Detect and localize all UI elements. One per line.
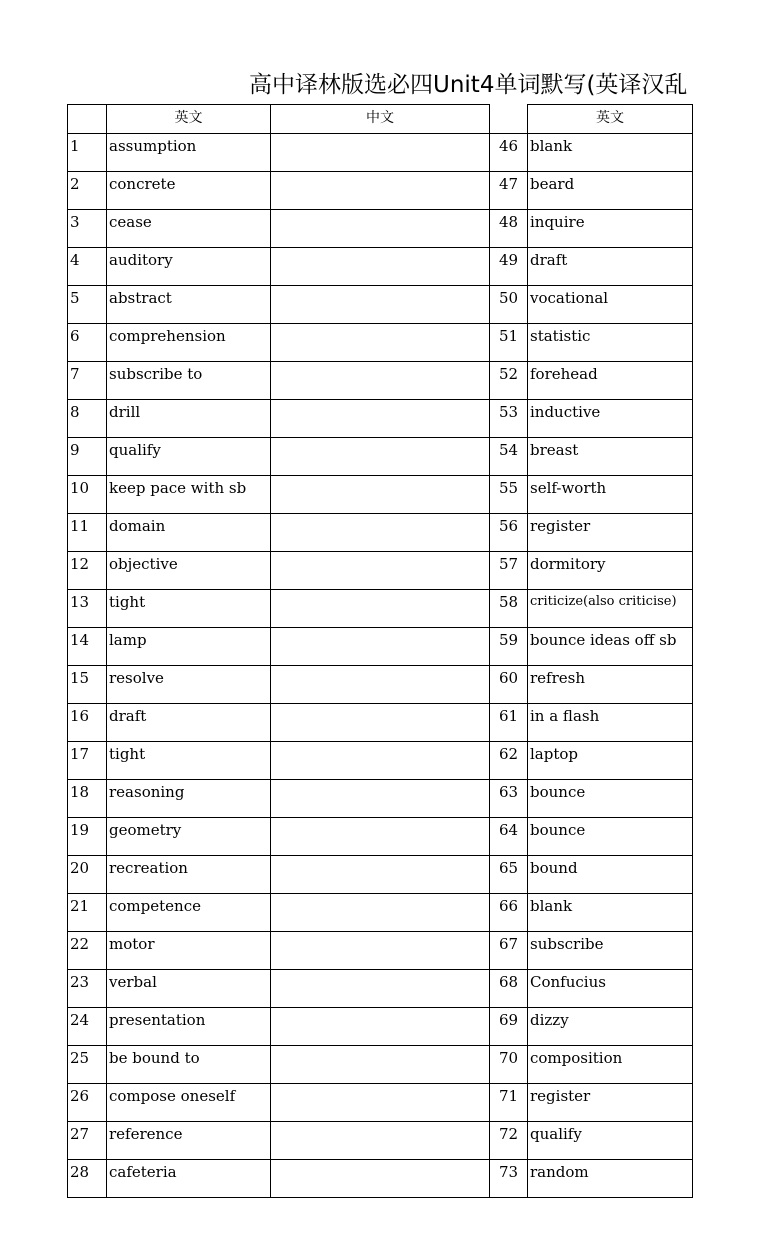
row-number-2: 58 [490, 590, 528, 628]
row-number-2: 56 [490, 514, 528, 552]
english-word: be bound to [107, 1046, 271, 1084]
row-number: 19 [68, 818, 107, 856]
english-word: objective [107, 552, 271, 590]
table-row [68, 438, 693, 476]
chinese-answer-cell[interactable] [271, 628, 490, 666]
row-number: 25 [68, 1046, 107, 1084]
english-word-2: Confucius [528, 970, 693, 1008]
english-word: presentation [107, 1008, 271, 1046]
row-number-2: 47 [490, 172, 528, 210]
english-word-2: inquire [528, 210, 693, 248]
row-number: 1 [68, 134, 107, 172]
chinese-answer-cell[interactable] [271, 970, 490, 1008]
row-number-2: 54 [490, 438, 528, 476]
english-word-2: subscribe [528, 932, 693, 970]
table-row [68, 1122, 693, 1160]
row-number-2: 49 [490, 248, 528, 286]
row-number: 12 [68, 552, 107, 590]
english-word: concrete [107, 172, 271, 210]
row-number: 2 [68, 172, 107, 210]
row-number: 18 [68, 780, 107, 818]
english-word: recreation [107, 856, 271, 894]
row-number-2: 61 [490, 704, 528, 742]
table-row [68, 362, 693, 400]
row-number: 13 [68, 590, 107, 628]
table-row [68, 134, 693, 172]
english-word-2: register [528, 514, 693, 552]
english-word: keep pace with sb [107, 476, 271, 514]
english-word: tight [107, 590, 271, 628]
table-row [68, 666, 693, 704]
row-number: 22 [68, 932, 107, 970]
table-row [68, 742, 693, 780]
english-word: domain [107, 514, 271, 552]
english-word-2: random [528, 1160, 693, 1198]
english-word-2: composition [528, 1046, 693, 1084]
header-chinese: 中文 [271, 105, 490, 134]
row-number: 21 [68, 894, 107, 932]
english-word-2: laptop [528, 742, 693, 780]
row-number-2: 53 [490, 400, 528, 438]
english-word-2: statistic [528, 324, 693, 362]
row-number: 23 [68, 970, 107, 1008]
row-number: 28 [68, 1160, 107, 1198]
row-number: 11 [68, 514, 107, 552]
table-row [68, 1084, 693, 1122]
header-number-cell [68, 105, 107, 134]
english-word: assumption [107, 134, 271, 172]
row-number-2: 51 [490, 324, 528, 362]
table-row [68, 780, 693, 818]
row-number-2: 59 [490, 628, 528, 666]
english-word-2: self-worth [528, 476, 693, 514]
row-number-2: 69 [490, 1008, 528, 1046]
english-word: auditory [107, 248, 271, 286]
english-word-2: forehead [528, 362, 693, 400]
chinese-answer-cell[interactable] [271, 1046, 490, 1084]
table-row [68, 932, 693, 970]
table-row [68, 704, 693, 742]
row-number-2: 60 [490, 666, 528, 704]
row-number: 5 [68, 286, 107, 324]
row-number-2: 52 [490, 362, 528, 400]
table-row [68, 476, 693, 514]
english-word: tight [107, 742, 271, 780]
chinese-answer-cell[interactable] [271, 666, 490, 704]
english-word: reasoning [107, 780, 271, 818]
row-number-2: 48 [490, 210, 528, 248]
english-word-2: bound [528, 856, 693, 894]
english-word-2: dormitory [528, 552, 693, 590]
row-number-2: 71 [490, 1084, 528, 1122]
row-number: 14 [68, 628, 107, 666]
table-row [68, 1160, 693, 1198]
table-row [68, 1046, 693, 1084]
english-word-2: bounce [528, 818, 693, 856]
chinese-answer-cell[interactable] [271, 704, 490, 742]
chinese-answer-cell[interactable] [271, 856, 490, 894]
row-number-2: 50 [490, 286, 528, 324]
row-number-2: 67 [490, 932, 528, 970]
row-number: 24 [68, 1008, 107, 1046]
english-word-2: inductive [528, 400, 693, 438]
chinese-answer-cell[interactable] [271, 362, 490, 400]
chinese-answer-cell[interactable] [271, 552, 490, 590]
english-word-2: vocational [528, 286, 693, 324]
english-word-2: bounce [528, 780, 693, 818]
english-word-2: beard [528, 172, 693, 210]
table-row [68, 818, 693, 856]
row-number-2: 57 [490, 552, 528, 590]
row-number-2: 64 [490, 818, 528, 856]
table-row [68, 590, 693, 628]
chinese-answer-cell[interactable] [271, 286, 490, 324]
table-row [68, 248, 693, 286]
chinese-answer-cell[interactable] [271, 1122, 490, 1160]
row-number: 26 [68, 1084, 107, 1122]
chinese-answer-cell[interactable] [271, 134, 490, 172]
row-number: 9 [68, 438, 107, 476]
chinese-answer-cell[interactable] [271, 400, 490, 438]
english-word: competence [107, 894, 271, 932]
table-row [68, 1008, 693, 1046]
chinese-answer-cell[interactable] [271, 1084, 490, 1122]
chinese-answer-cell[interactable] [271, 210, 490, 248]
chinese-answer-cell[interactable] [271, 894, 490, 932]
english-word-2: blank [528, 894, 693, 932]
english-word: cease [107, 210, 271, 248]
header-english: 英文 [107, 105, 271, 134]
chinese-answer-cell[interactable] [271, 780, 490, 818]
row-number: 17 [68, 742, 107, 780]
chinese-answer-cell[interactable] [271, 932, 490, 970]
table-row [68, 210, 693, 248]
table-row [68, 552, 693, 590]
english-word: cafeteria [107, 1160, 271, 1198]
english-word: drill [107, 400, 271, 438]
row-number: 6 [68, 324, 107, 362]
english-word-2: draft [528, 248, 693, 286]
chinese-answer-cell[interactable] [271, 476, 490, 514]
row-number-2: 62 [490, 742, 528, 780]
english-word-2: refresh [528, 666, 693, 704]
english-word: comprehension [107, 324, 271, 362]
row-number: 10 [68, 476, 107, 514]
chinese-answer-cell[interactable] [271, 248, 490, 286]
row-number: 27 [68, 1122, 107, 1160]
english-word: lamp [107, 628, 271, 666]
header-english-2: 英文 [528, 105, 693, 134]
row-number: 3 [68, 210, 107, 248]
english-word: subscribe to [107, 362, 271, 400]
chinese-answer-cell[interactable] [271, 742, 490, 780]
english-word-2: bounce ideas off sb [528, 628, 693, 666]
row-number: 16 [68, 704, 107, 742]
table-header-row [68, 105, 693, 134]
table-row [68, 628, 693, 666]
chinese-answer-cell[interactable] [271, 1160, 490, 1198]
english-word-2: breast [528, 438, 693, 476]
row-number-2: 72 [490, 1122, 528, 1160]
english-word: motor [107, 932, 271, 970]
english-word-2: in a flash [528, 704, 693, 742]
english-word-2: criticize(also criticise) [528, 590, 693, 628]
chinese-answer-cell[interactable] [271, 172, 490, 210]
row-number: 15 [68, 666, 107, 704]
chinese-answer-cell[interactable] [271, 590, 490, 628]
row-number: 4 [68, 248, 107, 286]
row-number-2: 46 [490, 134, 528, 172]
chinese-answer-cell[interactable] [271, 1008, 490, 1046]
table-row [68, 894, 693, 932]
row-number: 20 [68, 856, 107, 894]
table-row [68, 400, 693, 438]
english-word: geometry [107, 818, 271, 856]
vocabulary-table [67, 104, 693, 1198]
chinese-answer-cell[interactable] [271, 438, 490, 476]
english-word: reference [107, 1122, 271, 1160]
row-number-2: 63 [490, 780, 528, 818]
table-row [68, 324, 693, 362]
row-number: 7 [68, 362, 107, 400]
english-word-2: qualify [528, 1122, 693, 1160]
english-word: abstract [107, 286, 271, 324]
table-row [68, 286, 693, 324]
chinese-answer-cell[interactable] [271, 324, 490, 362]
chinese-answer-cell[interactable] [271, 818, 490, 856]
row-number-2: 65 [490, 856, 528, 894]
english-word-2: blank [528, 134, 693, 172]
table-row [68, 856, 693, 894]
english-word-2: register [528, 1084, 693, 1122]
english-word-2: dizzy [528, 1008, 693, 1046]
row-number: 8 [68, 400, 107, 438]
row-number-2: 73 [490, 1160, 528, 1198]
english-word: draft [107, 704, 271, 742]
page-title: 高中译林版选必四Unit4单词默写(英译汉乱 [249, 72, 688, 98]
row-number-2: 70 [490, 1046, 528, 1084]
english-word: verbal [107, 970, 271, 1008]
header-gap-cell [490, 105, 528, 134]
table-row [68, 970, 693, 1008]
row-number-2: 68 [490, 970, 528, 1008]
row-number-2: 66 [490, 894, 528, 932]
english-word: qualify [107, 438, 271, 476]
chinese-answer-cell[interactable] [271, 514, 490, 552]
row-number-2: 55 [490, 476, 528, 514]
english-word: compose oneself [107, 1084, 271, 1122]
english-word: resolve [107, 666, 271, 704]
table-row [68, 514, 693, 552]
table-row [68, 172, 693, 210]
